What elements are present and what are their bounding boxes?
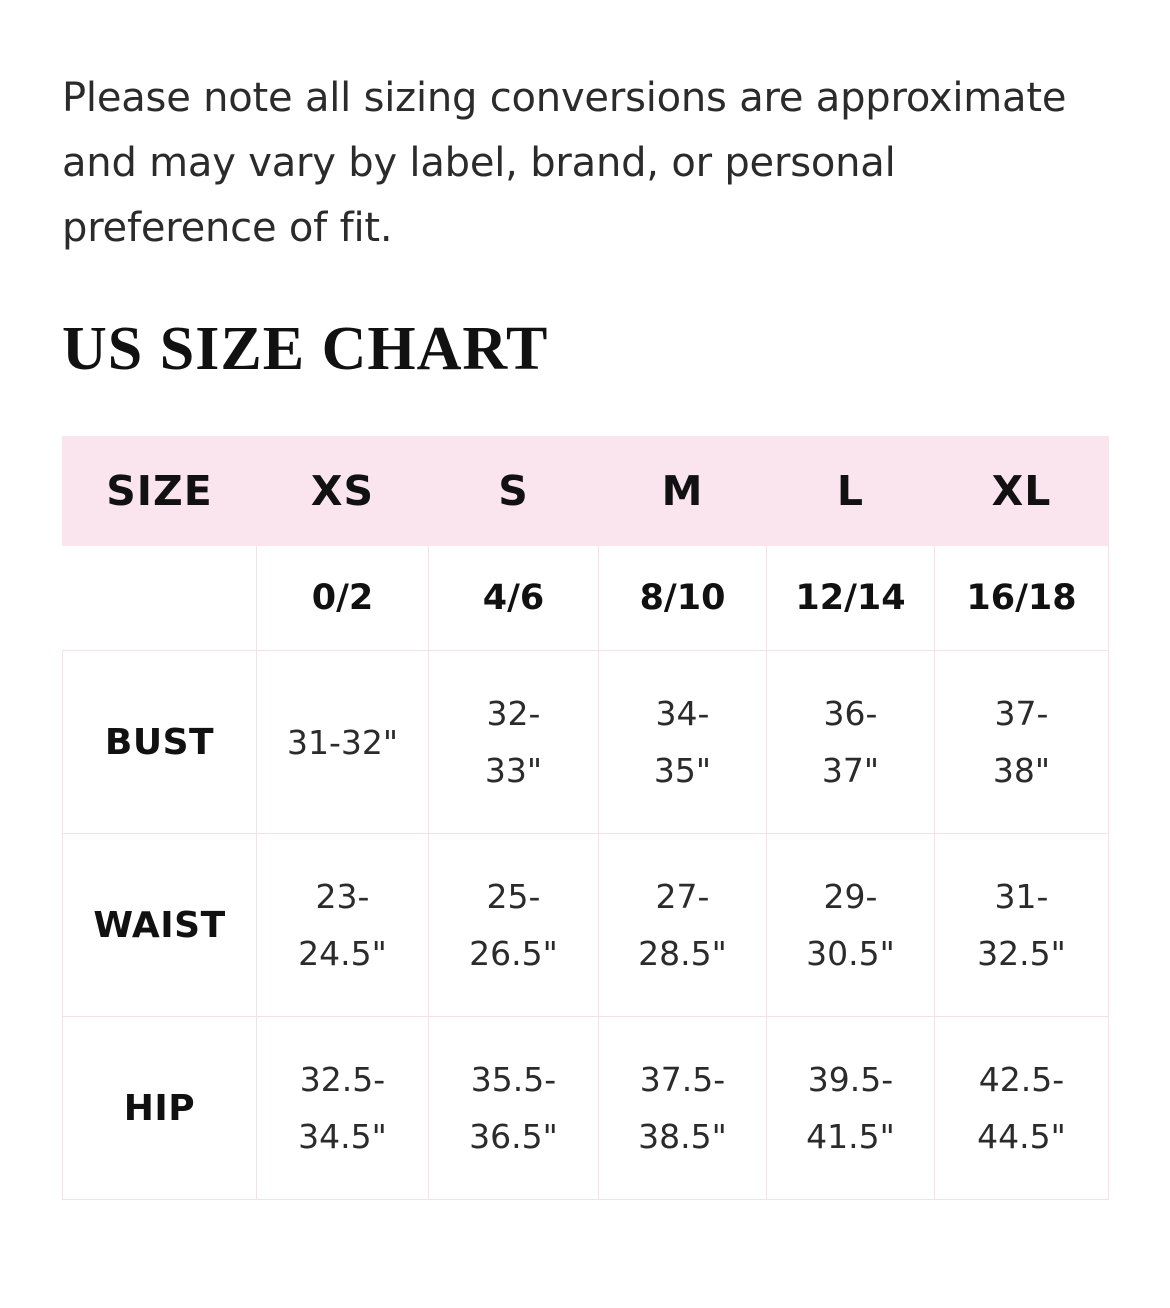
value-line-2: 35" (653, 751, 712, 791)
value-line-1: 31- (994, 876, 1049, 916)
bust-xs-value (257, 651, 429, 834)
value-line-2: 33" (484, 751, 543, 791)
column-header-size: SIZE (63, 437, 257, 546)
row-label-hip: HIP (63, 1017, 257, 1200)
value-line-2: 44.5" (977, 1117, 1066, 1157)
value-line-1: 36- (823, 693, 878, 733)
waist-xl-value (935, 834, 1109, 1017)
bust-l-value (767, 651, 935, 834)
value-line-1: 29- (823, 876, 878, 916)
waist-xs-value (257, 834, 429, 1017)
value-line-2: 41.5" (806, 1117, 895, 1157)
hip-l-value (767, 1017, 935, 1200)
waist-m-value (599, 834, 767, 1017)
value-line-2: 32.5" (977, 934, 1066, 974)
table-row (63, 651, 1109, 834)
hip-m-value (599, 1017, 767, 1200)
table-row (63, 546, 1109, 651)
value-line-1: 32- (486, 693, 541, 733)
size-chart-table-wrapper (62, 436, 1108, 1200)
row-label-bust: BUST (63, 651, 257, 834)
column-header-m: M (599, 437, 767, 546)
value-line-2: 28.5" (638, 934, 727, 974)
table-header (63, 437, 1109, 546)
column-header-l: L (767, 437, 935, 546)
column-header-s: S (429, 437, 599, 546)
column-header-xl: XL (935, 437, 1109, 546)
value-line-1: 42.5- (978, 1059, 1065, 1099)
numeric-cell-empty (63, 546, 257, 651)
value-line-2: 26.5" (469, 934, 558, 974)
table-row (63, 1017, 1109, 1200)
value-line-1: 27- (655, 876, 710, 916)
column-header-xs: XS (257, 437, 429, 546)
value-line-2: 38" (992, 751, 1051, 791)
row-label-waist: WAIST (63, 834, 257, 1017)
value-line-1: 34- (655, 693, 710, 733)
page-title: US SIZE CHART (62, 315, 549, 384)
table-row (63, 437, 1109, 546)
bust-xl-value (935, 651, 1109, 834)
numeric-cell-m: 8/10 (599, 546, 767, 651)
value-line-2: 36.5" (469, 1117, 558, 1157)
value-line-1: 32.5- (299, 1059, 386, 1099)
sizing-note: Please note all sizing conversions are approximate and may vary by label, brand, or personal preference of fit. (62, 75, 1067, 251)
value-line-1: 37.5- (639, 1059, 726, 1099)
value-line-1: 39.5- (807, 1059, 894, 1099)
hip-s-value (429, 1017, 599, 1200)
value-line-2: 38.5" (638, 1117, 727, 1157)
hip-xl-value (935, 1017, 1109, 1200)
value-line-1: 35.5- (470, 1059, 557, 1099)
value-line-2: 30.5" (806, 934, 895, 974)
value-line-1: 23- (315, 876, 370, 916)
bust-s-value (429, 651, 599, 834)
size-chart-page (0, 40, 1170, 1308)
numeric-cell-l: 12/14 (767, 546, 935, 651)
table-body (63, 546, 1109, 1200)
size-chart-table (62, 436, 1109, 1200)
bust-m-value (599, 651, 767, 834)
numeric-cell-s: 4/6 (429, 546, 599, 651)
value-line-1: 37- (994, 693, 1049, 733)
waist-s-value (429, 834, 599, 1017)
value-line-1: 25- (486, 876, 541, 916)
table-row (63, 834, 1109, 1017)
value-line-1: 31-32" (286, 722, 399, 762)
value-line-2: 37" (821, 751, 880, 791)
hip-xs-value (257, 1017, 429, 1200)
numeric-cell-xs: 0/2 (257, 546, 429, 651)
value-line-2: 34.5" (298, 1117, 387, 1157)
numeric-cell-xl: 16/18 (935, 546, 1109, 651)
waist-l-value (767, 834, 935, 1017)
value-line-2: 24.5" (298, 934, 387, 974)
